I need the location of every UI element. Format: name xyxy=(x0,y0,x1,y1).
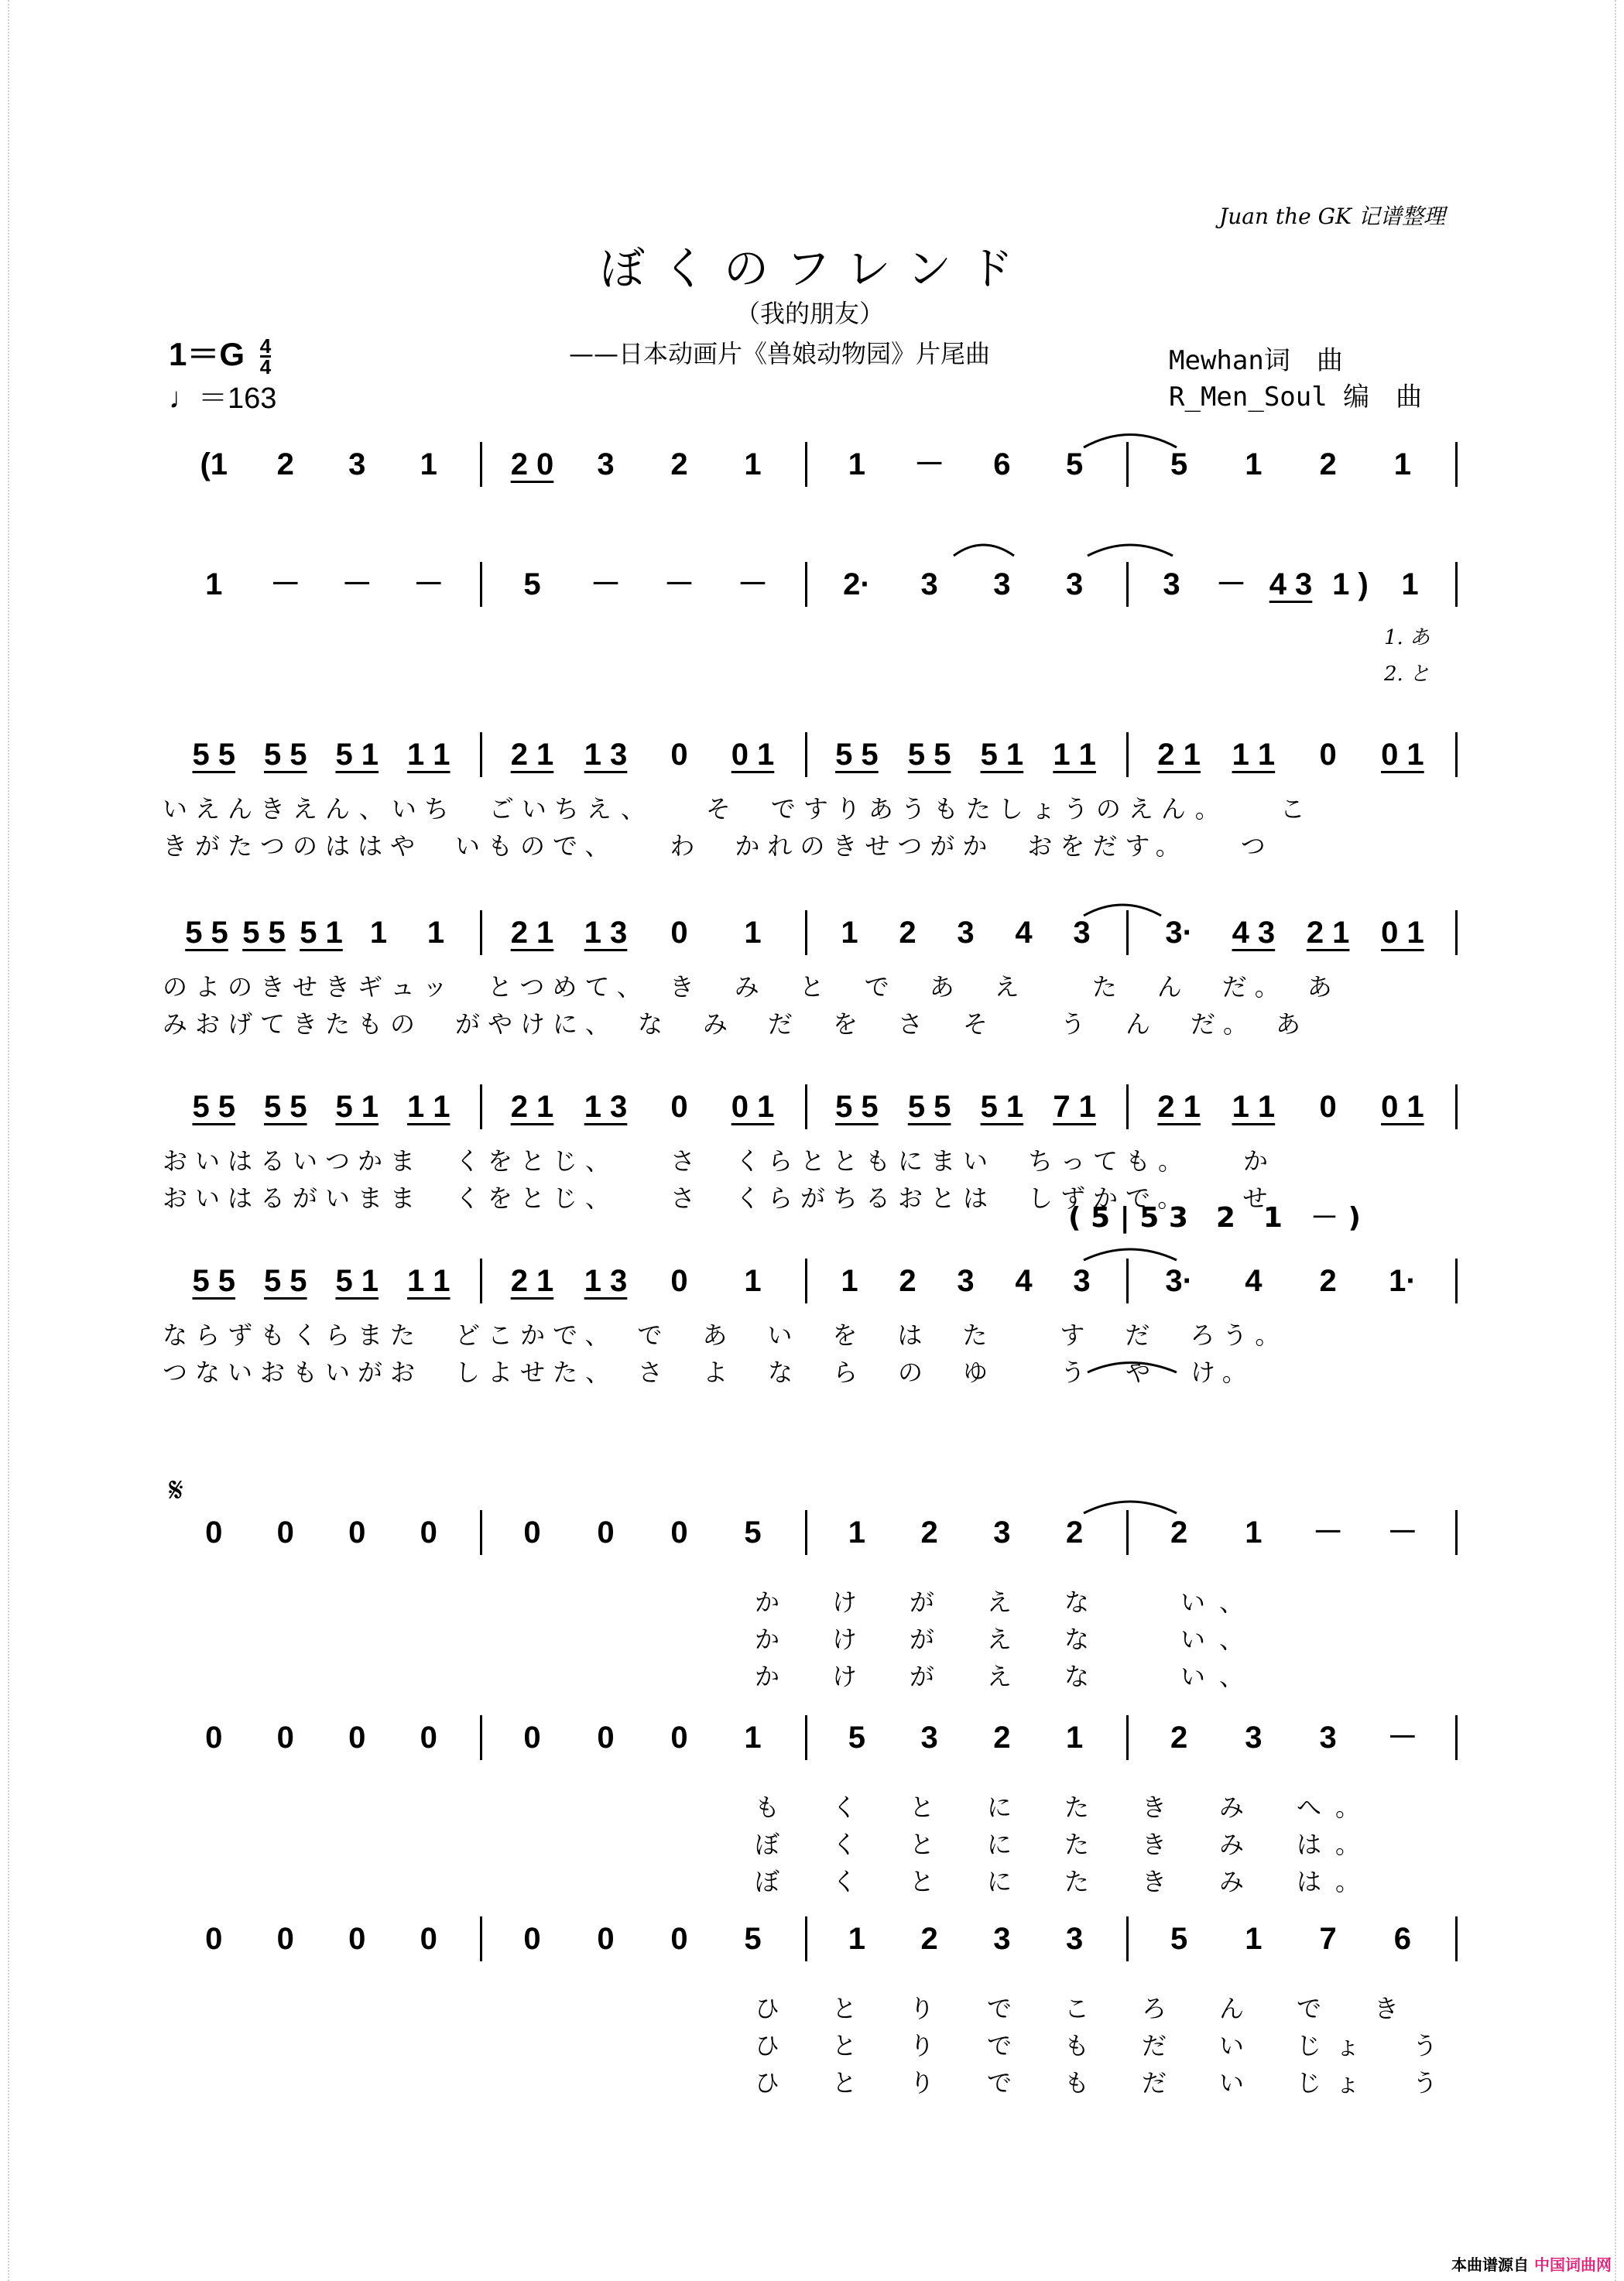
note: 3 xyxy=(1245,1721,1263,1755)
barline xyxy=(1126,1916,1129,1961)
note: 2 xyxy=(670,447,688,481)
note: 3 xyxy=(993,1922,1011,1956)
note: 0 xyxy=(276,1721,294,1755)
note: 5 5 xyxy=(263,738,307,772)
lyric-line: いえんきえん、いち ごいちえ、 そ ですりあうもたしょうのえん。 こ xyxy=(163,794,1313,824)
barline xyxy=(480,1916,482,1961)
barline xyxy=(1126,910,1129,955)
note: 2 1 xyxy=(1157,1090,1201,1124)
note: 0 xyxy=(205,1721,223,1755)
song-source: ——日本动画片《兽娘动物园》片尾曲 xyxy=(569,339,991,368)
note: 1 xyxy=(427,916,445,950)
note: 1 1 xyxy=(1232,1090,1276,1124)
note: 5 1 xyxy=(335,1264,379,1298)
barline xyxy=(805,910,807,955)
note: 1 xyxy=(1245,1516,1263,1550)
note: 2 xyxy=(1170,1516,1188,1550)
note: 3 xyxy=(597,447,615,481)
note: 5 5 xyxy=(192,1264,236,1298)
barline xyxy=(1126,1715,1129,1760)
key-label: 1＝G xyxy=(169,336,245,372)
note: 1 1 xyxy=(406,1090,451,1124)
note: 0 xyxy=(420,1721,437,1755)
note: 0 xyxy=(597,1516,615,1550)
notes-line xyxy=(163,445,1463,491)
note: 1 xyxy=(1393,447,1411,481)
song-subtitle: （我的朋友） xyxy=(735,299,885,328)
note: － xyxy=(1312,1516,1344,1550)
time-signature xyxy=(259,334,272,379)
barline xyxy=(805,1259,807,1303)
note: 3 xyxy=(920,1721,938,1755)
note: － xyxy=(1215,567,1247,601)
note: 2· xyxy=(843,567,871,601)
note: 0 xyxy=(597,1922,615,1956)
note: 5 xyxy=(744,1922,762,1956)
note: 3· xyxy=(1165,1264,1193,1298)
note: 4 3 xyxy=(1232,916,1276,950)
note: 0 1 xyxy=(731,738,775,772)
lyric-line: きがたつのははや いもので、 わ かれのきせつがか おをだす。 つ xyxy=(163,831,1273,861)
note: 1 xyxy=(1245,447,1263,481)
note: 2 1 xyxy=(510,1264,554,1298)
page-edge-left xyxy=(0,0,9,2281)
note: 0 xyxy=(420,1516,437,1550)
barline xyxy=(480,1715,482,1760)
lyric-line: つないおもいがお しよせた、 さ よ な ら の ゆ う や け。 xyxy=(163,1358,1255,1387)
notes-line xyxy=(163,1513,1463,1560)
notes-line xyxy=(163,1087,1463,1134)
note: 0 1 xyxy=(731,1090,775,1124)
note: 1 3 xyxy=(584,738,628,772)
note: 2 xyxy=(993,1721,1011,1755)
note: 6 xyxy=(1393,1922,1411,1956)
note: 5 xyxy=(744,1516,762,1550)
barline xyxy=(480,1510,482,1555)
barline xyxy=(480,442,482,487)
note: 0 xyxy=(670,1721,688,1755)
note: 0 xyxy=(276,1516,294,1550)
note: 2 1 xyxy=(1306,916,1350,950)
note: 1 ) xyxy=(1332,567,1369,601)
barline xyxy=(805,1715,807,1760)
key-signature xyxy=(169,329,272,379)
note: 4 xyxy=(1245,1264,1263,1298)
barline xyxy=(1455,1715,1458,1760)
note: 5 5 xyxy=(192,1090,236,1124)
note: 0 xyxy=(670,1090,688,1124)
note: 0 xyxy=(523,1721,541,1755)
note: － xyxy=(341,567,373,601)
note: 2 1 xyxy=(510,1090,554,1124)
lyric-line: ならずもくらまた どこかで、 で あ い を は た す だ ろう。 xyxy=(163,1320,1288,1350)
barline xyxy=(805,1916,807,1961)
note: 2 xyxy=(1319,1264,1337,1298)
notes-line xyxy=(163,1920,1463,1966)
note: 0 xyxy=(348,1721,366,1755)
notes-line xyxy=(163,913,1463,960)
segno-sign: 𝄋 xyxy=(169,1471,183,1510)
note: 1 xyxy=(848,447,865,481)
note: 1 xyxy=(841,1264,858,1298)
barline xyxy=(480,562,482,607)
lyric-line: おいはるがいまま くをとじ、 さ くらがちるおとは しずかで。 せ xyxy=(163,1183,1276,1213)
note: － xyxy=(663,567,695,601)
note: 1 xyxy=(744,916,762,950)
note: 0 xyxy=(523,1516,541,1550)
note: 5 1 xyxy=(980,1090,1024,1124)
note: － xyxy=(413,567,444,601)
barline xyxy=(805,442,807,487)
note: 0 xyxy=(670,1922,688,1956)
song-title: ぼくのフレンド xyxy=(600,242,1031,295)
barline xyxy=(1455,442,1458,487)
notes-line xyxy=(163,735,1463,782)
note: 2 xyxy=(920,1516,938,1550)
note: 1 3 xyxy=(584,916,628,950)
barline xyxy=(480,732,482,777)
note: 5 5 xyxy=(185,916,228,950)
note: 0 1 xyxy=(1381,916,1424,950)
ending-label-2: 2. と xyxy=(1384,663,1430,686)
note: － xyxy=(590,567,622,601)
note: 1 xyxy=(848,1922,865,1956)
note: 1· xyxy=(1389,1264,1417,1298)
note: 5 5 xyxy=(263,1090,307,1124)
note: － xyxy=(269,567,301,601)
barline xyxy=(1455,1510,1458,1555)
note: 5 5 xyxy=(192,738,236,772)
note: 5 1 xyxy=(335,738,379,772)
note: 0 xyxy=(670,916,688,950)
barline xyxy=(1455,732,1458,777)
barline xyxy=(1126,1084,1129,1129)
note: － xyxy=(913,447,945,481)
tempo-value: ＝163 xyxy=(198,382,277,415)
barline xyxy=(1455,910,1458,955)
note: 1 xyxy=(744,1264,762,1298)
barline xyxy=(1455,1259,1458,1303)
source-footer xyxy=(1451,2252,1612,2275)
note: 5 xyxy=(848,1721,865,1755)
note: (1 xyxy=(200,447,228,481)
note: 3 xyxy=(993,1516,1011,1550)
note: 1 1 xyxy=(1232,738,1276,772)
lyric-line: ひ と り で も だ い じょ う xyxy=(755,2068,1452,2098)
note: 0 1 xyxy=(1381,738,1424,772)
notes-line xyxy=(163,1718,1463,1765)
lyric-line: のよのきせきギュッ とつめて、 き み と で あ え た ん だ。 あ xyxy=(163,972,1340,1002)
barline xyxy=(805,1084,807,1129)
note: 1 xyxy=(205,567,223,601)
note: 5 1 xyxy=(980,738,1024,772)
note: 0 xyxy=(348,1922,366,1956)
note: 1 1 xyxy=(406,1264,451,1298)
note: 3 xyxy=(1066,567,1084,601)
barline xyxy=(1126,732,1129,777)
note: 3 xyxy=(993,567,1011,601)
lyric-line: ぼ く と に た き み は。 xyxy=(755,1830,1375,1859)
note: 5 5 xyxy=(835,1090,879,1124)
note: － xyxy=(737,567,769,601)
barline xyxy=(1126,1510,1129,1555)
barline xyxy=(480,1084,482,1129)
note: 5 1 xyxy=(335,1090,379,1124)
note: 1 xyxy=(1066,1721,1084,1755)
note: 5 xyxy=(1170,447,1188,481)
note: 5 xyxy=(1066,447,1084,481)
note: 1 xyxy=(841,916,858,950)
note: 1 3 xyxy=(584,1264,628,1298)
note: 0 xyxy=(420,1922,437,1956)
note: 5 5 xyxy=(263,1264,307,1298)
note: 5 5 xyxy=(835,738,879,772)
lyricist-credit: Mewhan词 曲 xyxy=(1169,345,1343,376)
note: 1 xyxy=(1245,1922,1263,1956)
lyric-line: か け が え な い、 xyxy=(755,1662,1259,1691)
lyric-line: ひ と り で も だ い じょ う xyxy=(755,2031,1452,2060)
lyric-line: みおげてきたもの がやけに、 な み だ を さ そ う ん だ。 あ xyxy=(163,1009,1309,1039)
note: 0 xyxy=(523,1922,541,1956)
note: 2 xyxy=(1319,447,1337,481)
barline xyxy=(1455,1084,1458,1129)
footer-label: 本曲谱源自 xyxy=(1451,2255,1530,2274)
note: 0 xyxy=(276,1922,294,1956)
time-bottom: 4 xyxy=(259,355,272,379)
note: 3 xyxy=(957,1264,975,1298)
coda-phrase: ( 5 | 5 3 2 1 － ) xyxy=(1068,1202,1361,1234)
lyric-line: ひ と り で こ ろ ん で き xyxy=(755,1994,1413,2023)
note: 2 1 xyxy=(510,916,554,950)
note: 2 xyxy=(899,916,916,950)
lyric-line: か け が え な い、 xyxy=(755,1625,1259,1654)
note: 3· xyxy=(1165,916,1193,950)
note: 5 xyxy=(1170,1922,1188,1956)
barline xyxy=(1455,1916,1458,1961)
barline xyxy=(480,910,482,955)
lyric-line: も く と に た き み へ。 xyxy=(755,1793,1375,1822)
tempo-marking xyxy=(169,374,276,416)
note: 0 xyxy=(1319,738,1337,772)
note: 2 xyxy=(276,447,294,481)
note: 0 1 xyxy=(1381,1090,1424,1124)
note: 2 1 xyxy=(510,738,554,772)
ending-label-1: 1. あ xyxy=(1384,626,1430,649)
note: 1 3 xyxy=(584,1090,628,1124)
note: 5 1 xyxy=(300,916,343,950)
note: 6 xyxy=(993,447,1011,481)
note: 1 xyxy=(848,1516,865,1550)
note: 0 xyxy=(670,738,688,772)
time-top: 4 xyxy=(259,334,272,358)
lyric-line: ぼ く と に た き み は。 xyxy=(755,1867,1375,1896)
barline xyxy=(480,1259,482,1303)
barline xyxy=(1455,562,1458,607)
note: 0 xyxy=(205,1516,223,1550)
note: 5 xyxy=(523,567,541,601)
note: 2 xyxy=(1170,1721,1188,1755)
note: 3 xyxy=(1163,567,1180,601)
note: 1 xyxy=(420,447,437,481)
note: 2 xyxy=(920,1922,938,1956)
page-edge-right xyxy=(1615,0,1624,2281)
note: 1 xyxy=(369,916,388,950)
note: 0 xyxy=(205,1922,223,1956)
note: 5 5 xyxy=(907,1090,951,1124)
note: 1 xyxy=(744,447,762,481)
note: 0 xyxy=(1319,1090,1337,1124)
note: 3 xyxy=(1073,916,1091,950)
note: 3 xyxy=(957,916,975,950)
lyric-line: か け が え な い、 xyxy=(755,1587,1259,1617)
notes-line xyxy=(163,565,1463,611)
note: 2 xyxy=(1066,1516,1084,1550)
note: 0 xyxy=(670,1264,688,1298)
quarter-note-icon: ♩ xyxy=(169,382,198,415)
note: 0 xyxy=(348,1516,366,1550)
barline xyxy=(1126,442,1129,487)
note: － xyxy=(1386,1721,1418,1755)
arranger-credit: R_Men_Soul 编 曲 xyxy=(1169,382,1423,413)
note: 3 xyxy=(1073,1264,1091,1298)
barline xyxy=(805,562,807,607)
note: 0 xyxy=(597,1721,615,1755)
note: 2 1 xyxy=(1157,738,1201,772)
note: 7 1 xyxy=(1053,1090,1096,1124)
note: 5 5 xyxy=(907,738,951,772)
note: 1 xyxy=(744,1721,762,1755)
note: 1 xyxy=(1401,567,1419,601)
footer-site: 中国词曲网 xyxy=(1534,2255,1612,2274)
barline xyxy=(1126,562,1129,607)
note: 3 xyxy=(920,567,938,601)
note: 0 xyxy=(670,1516,688,1550)
note: 1 1 xyxy=(406,738,451,772)
lyric-line: おいはるいつかま くをとじ、 さ くらとともにまい ちっても。 か xyxy=(163,1146,1276,1176)
note: 4 3 xyxy=(1269,567,1313,601)
note: 5 5 xyxy=(242,916,286,950)
note: － xyxy=(1386,1516,1418,1550)
barline xyxy=(1126,1259,1129,1303)
note: 1 1 xyxy=(1053,738,1096,772)
note: 2 xyxy=(899,1264,916,1298)
transcriber-credit: Juan the GK 记谱整理 xyxy=(1219,204,1445,229)
note: 4 xyxy=(1015,916,1033,950)
note: 2 0 xyxy=(510,447,554,481)
note: 7 xyxy=(1319,1922,1337,1956)
barline xyxy=(805,1510,807,1555)
notes-line xyxy=(163,1262,1463,1308)
note: 4 xyxy=(1015,1264,1033,1298)
note: 3 xyxy=(1319,1721,1337,1755)
note: 3 xyxy=(348,447,366,481)
note: 3 xyxy=(1066,1922,1084,1956)
barline xyxy=(805,732,807,777)
